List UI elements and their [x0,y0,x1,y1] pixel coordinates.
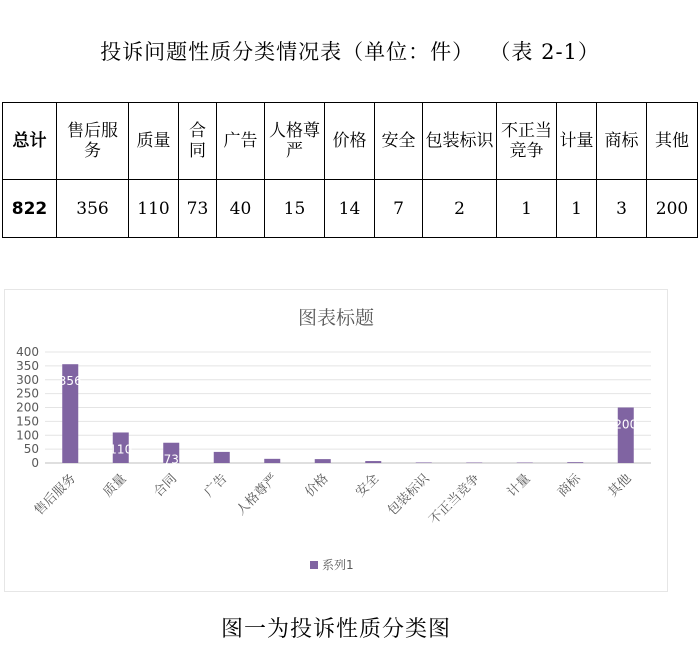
y-tick-label: 300 [16,372,39,387]
table-header-cell: 计量 [557,103,597,180]
bar [567,462,583,463]
table-header-cell: 商标 [597,103,647,180]
y-tick-label: 250 [16,386,39,401]
x-tick-label: 包装标识 [385,471,433,519]
y-tick-label: 0 [31,456,39,470]
table-value-cell: 110 [129,180,179,238]
x-tick-label: 质量 [100,471,130,501]
table-header-cell: 质量 [129,103,179,180]
bar [618,408,634,464]
y-tick-label: 200 [16,400,39,415]
table-header-cell: 合同 [179,103,217,180]
x-tick-label: 不正当竞争 [426,471,484,528]
table-value-cell: 14 [325,180,375,238]
x-tick-label: 价格 [302,471,332,501]
x-tick-label: 安全 [353,471,383,501]
chart-area [4,289,668,592]
x-tick-label: 广告 [201,471,231,501]
x-tick-label: 人格尊严 [233,471,282,519]
table-value-row [3,180,698,238]
x-tick-label: 售后服务 [31,471,80,519]
table-value-cell: 1 [557,180,597,238]
table-header-cell: 包装标识 [423,103,497,180]
bar [517,463,533,464]
data-label: 110 [109,442,133,457]
complaint-table [2,102,698,238]
y-tick-label: 150 [16,414,39,429]
table-header-cell: 不正当竞争 [497,103,557,180]
table-header-cell: 价格 [325,103,375,180]
table-header-cell: 人格尊严 [265,103,325,180]
bar [466,463,482,464]
x-tick-label: 商标 [555,471,585,501]
table-title: 投诉问题性质分类情况表（单位：件） （表 2-1） [100,40,600,64]
table-value-cell: 200 [647,180,698,238]
table-value-cell: 2 [423,180,497,238]
data-label: 73 [163,452,179,467]
bar [264,459,280,463]
x-tick-label: 合同 [151,471,181,501]
chart-title: 图表标题 [297,307,375,329]
table-value-cell: 822 [3,180,57,238]
table-header-cell: 安全 [375,103,423,180]
table-value-cell: 356 [57,180,129,238]
table-header-row [3,103,698,180]
x-tick-label: 其他 [605,471,635,501]
table-value-cell: 73 [179,180,217,238]
y-tick-label: 350 [16,358,39,373]
bar [416,462,432,463]
bar [315,459,331,463]
table-value-cell: 40 [217,180,265,238]
figure-caption: 图一为投诉性质分类图 [220,617,451,642]
table-value-cell: 15 [265,180,325,238]
table-value-cell: 3 [597,180,647,238]
bar [214,452,230,463]
legend-label: 系列1 [322,558,354,572]
table-header-cell: 其他 [647,103,698,180]
table-header-cell: 售后服务 [57,103,129,180]
x-tick-label: 计量 [504,471,534,501]
y-tick-label: 100 [16,428,39,443]
legend-swatch [310,561,318,569]
table-value-cell: 7 [375,180,423,238]
y-tick-label: 50 [23,442,39,457]
bar-chart [5,290,667,591]
table-header-cell: 总计 [3,103,57,180]
table-value-cell: 1 [497,180,557,238]
data-label: 200 [614,417,638,432]
table-header-cell: 广告 [217,103,265,180]
y-tick-label: 400 [16,345,39,359]
data-label: 356 [58,374,82,389]
bar [365,461,381,463]
